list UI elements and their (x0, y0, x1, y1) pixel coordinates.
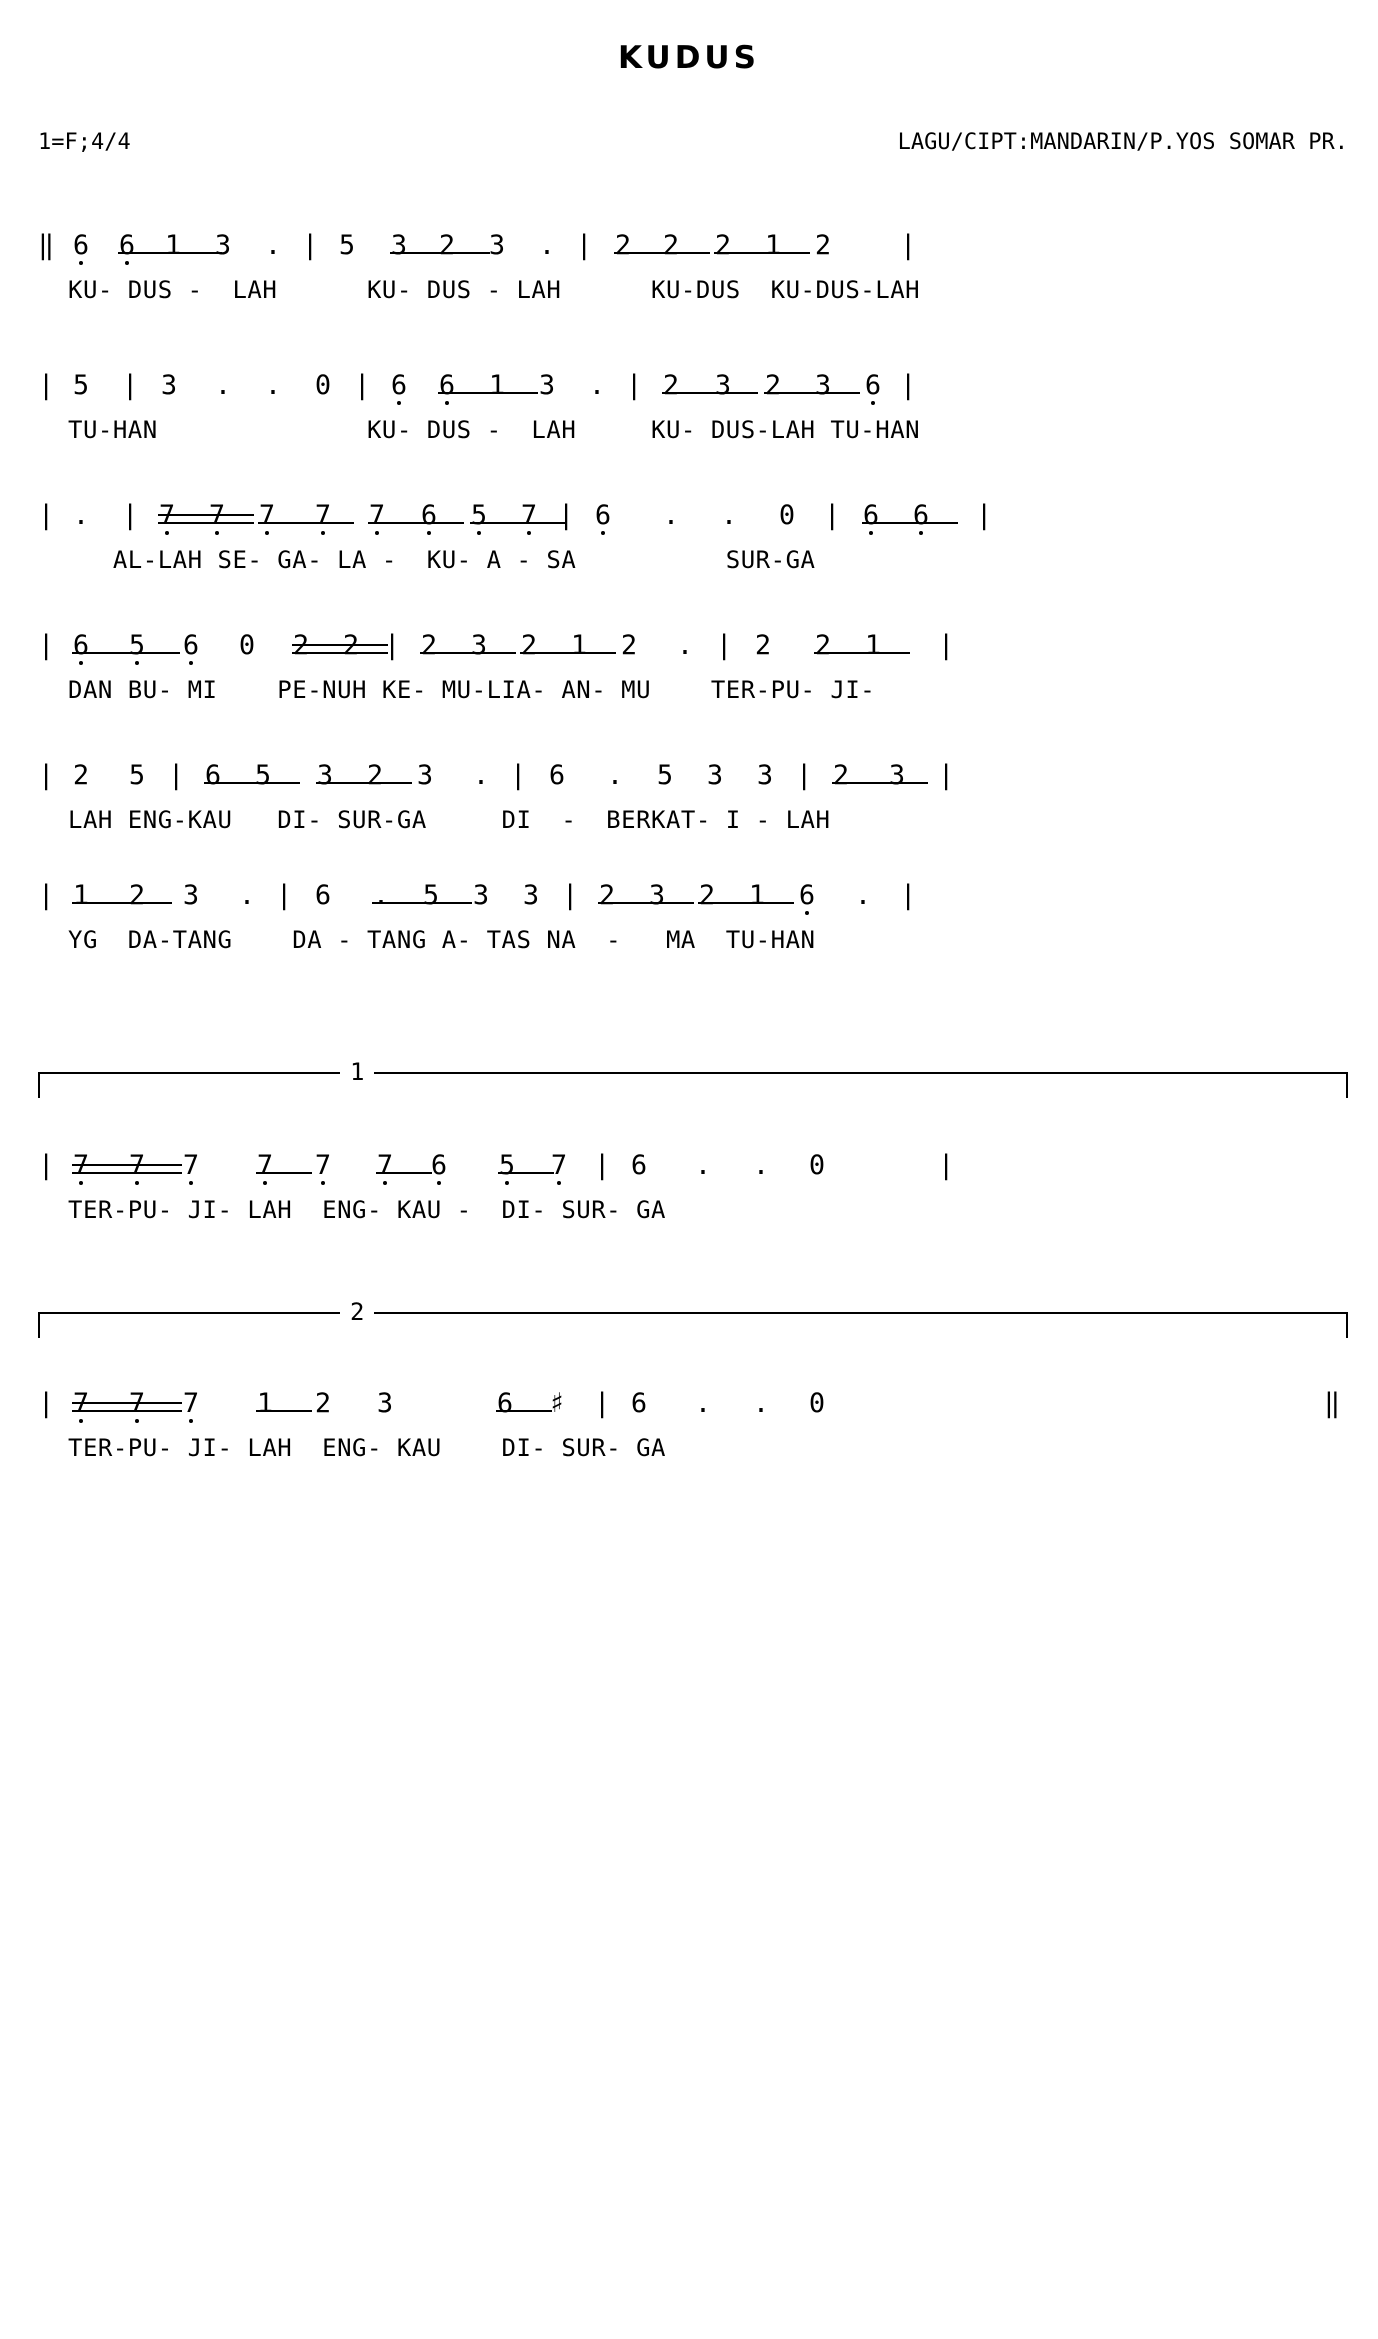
note-row-4: | 6 5 6 0 2 2 | 2 3 2 1 2 . | 2 2 1 | (38, 630, 955, 661)
lyric-row-2 (38, 416, 1348, 456)
system-3 (38, 500, 1348, 586)
repeat-end-barline: ‖ (1324, 1388, 1341, 1419)
system-2 (38, 370, 1348, 456)
lyric-row-6 (38, 926, 1348, 966)
note-row-6: | 1 2 3 . | 6 . 5 3 3 | 2 3 2 1 6 . | (38, 880, 917, 911)
repeat-start-barline: ‖ (38, 230, 55, 261)
volta-1-lyric-row (38, 1196, 1348, 1236)
lyric-row-3 (38, 546, 1348, 586)
lyric-line: AL-LAH SE- GA- LA - KU- A - SA SUR-GA (68, 546, 816, 574)
lyric-row-4 (38, 676, 1348, 716)
lyric-line: TER-PU- JI- LAH ENG- KAU DI- SUR- GA (68, 1434, 666, 1462)
note-row-5: | 2 5 | 6 5 3 2 3 . | 6 . 5 3 3 | 2 3 | (38, 760, 955, 791)
lyric-line: TU-HAN KU- DUS - LAH KU- DUS-LAH TU-HAN (68, 416, 921, 444)
system-5 (38, 760, 1348, 846)
lyric-row-1 (38, 276, 1348, 316)
system-6 (38, 880, 1348, 966)
volta-number: 1 (340, 1058, 374, 1086)
volta-1-note-row: | 7 7 7 7 7 7 6 5 7 | 6 . . 0 | (38, 1150, 955, 1181)
volta-2-system (38, 1388, 1348, 1474)
lyric-row-5 (38, 806, 1348, 846)
lyric-line: YG DA-TANG DA - TANG A- TAS NA - MA TU-HAN (68, 926, 816, 954)
key-and-time-signature: 1=F;4/4 (38, 130, 131, 155)
lyric-line: TER-PU- JI- LAH ENG- KAU - DI- SUR- GA (68, 1196, 666, 1224)
volta-2-lyric-row (38, 1434, 1348, 1474)
note-row-3: | . | 7 7 7 7 7 6 5 7 | 6 . . 0 | 6 6 | (38, 500, 993, 531)
lyric-line: LAH ENG-KAU DI- SUR-GA DI - BERKAT- I - LAH (68, 806, 831, 834)
page-title: KUDUS (618, 40, 760, 76)
lyric-line: DAN BU- MI PE-NUH KE- MU-LIA- AN- MU TER-PU- JI- (68, 676, 876, 704)
note-row-2: | 5 | 3 . . 0 | 6 6 1 3 . | 2 3 2 3 6 | (38, 370, 917, 401)
note-row-1: ‖ 6 6 1 3 . | 5 3 2 3 . | 2 2 2 1 2 | (38, 230, 917, 261)
volta-number: 2 (340, 1298, 374, 1326)
composer-credit: LAGU/CIPT:MANDARIN/P.YOS SOMAR PR. (897, 130, 1348, 155)
volta-2-note-row: | 7 7 7 1 2 3 6 ♯ | 6 . . 0 ‖ (38, 1388, 1341, 1419)
volta-bracket-1 (38, 1058, 1348, 1098)
volta-bracket-2 (38, 1298, 1348, 1338)
lyric-line: KU- DUS - LAH KU- DUS - LAH KU-DUS KU-DUS-LAH (68, 276, 921, 304)
volta-1-system (38, 1150, 1348, 1236)
system-4 (38, 630, 1348, 716)
system-1 (38, 230, 1348, 316)
